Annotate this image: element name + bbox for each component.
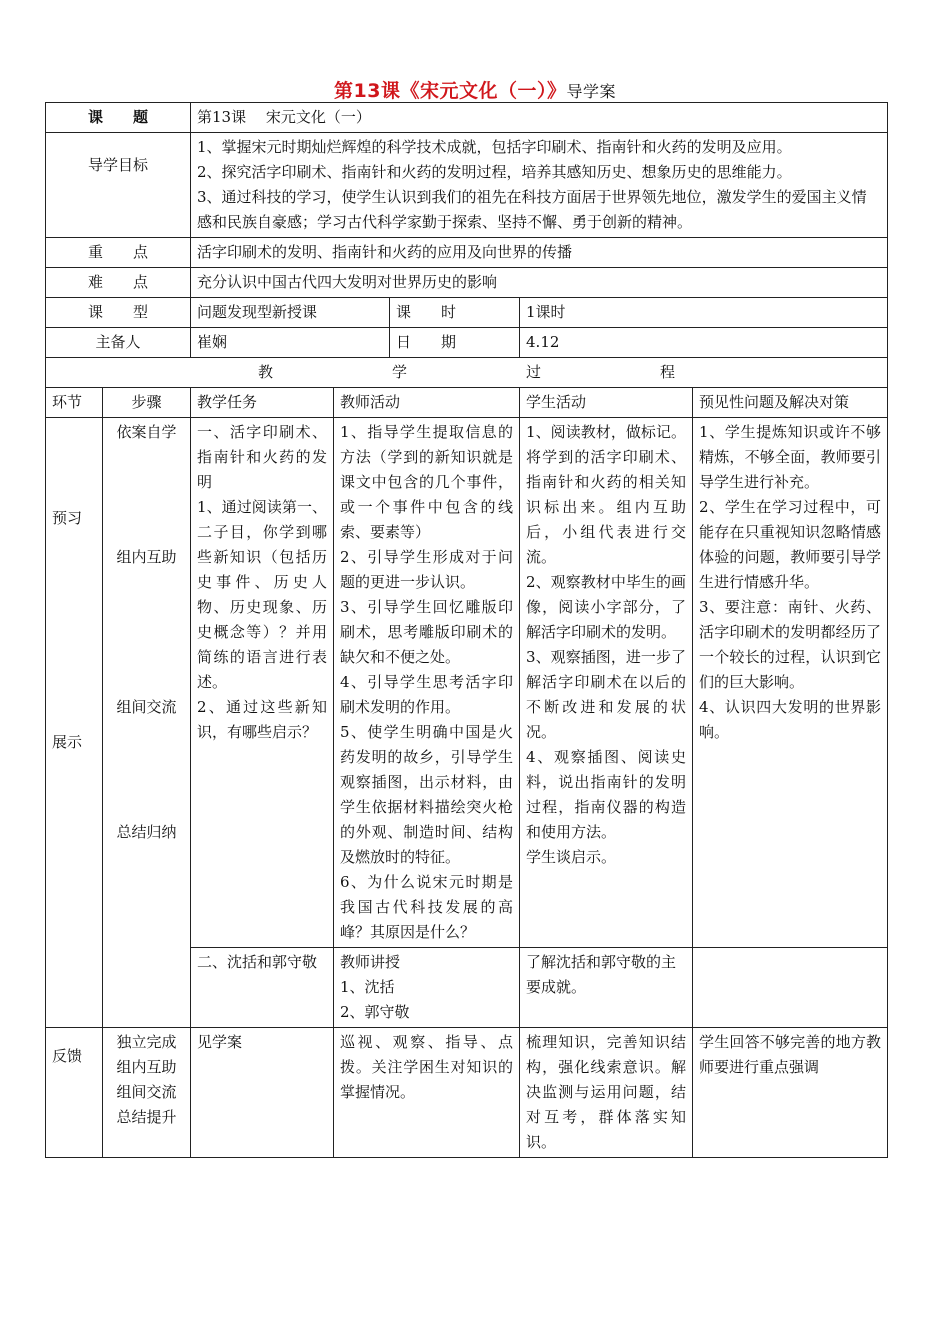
goal-label: 导学目标 [46,133,191,238]
heading-char: 程 [660,363,676,381]
difficult-label: 难 点 [46,268,191,298]
hours-label: 课 时 [396,303,457,321]
feedback-steps [103,1028,191,1158]
step-item: 组内互助 [116,548,177,566]
topic-row [46,103,888,133]
student-item: 2、观察教材中毕生的画像，阅读小字部分，了解活字印刷术的发明。 [526,573,687,641]
teacher-item: 3、引导学生回忆雕版印刷术，思考雕版印刷术的缺欠和不便之处。 [340,598,514,666]
teacher-item: 1、指导学生提取信息的方法（学到的新知识就是课文中包含的几个事件，或一个事件中包含的线索、要素等） [340,423,514,541]
task-item: 一、活字印刷术、指南针和火药的发明 [197,423,328,491]
key-value: 活字印刷术的发明、指南针和火药的应用及向世界的传播 [191,238,888,268]
difficult-value: 充分认识中国古代四大发明对世界历史的影响 [191,268,888,298]
stage-show: 展示 [52,733,83,751]
col-header-student: 学生活动 [520,388,693,418]
column-header-row [46,388,888,418]
problem-item: 2、学生在学习过程中，可能存在只重视知识忽略情感体验的问题，教师要引导学生进行情感升华。 [699,498,882,591]
student-item: 3、观察插图，进一步了解活字印刷术在以后的不断改进和发展的状况。 [526,648,687,741]
author-value: 崔娴 [191,328,390,357]
author-label: 主备人 [46,328,191,358]
type-value: 问题发现型新授课 [191,298,390,327]
problem-item: 4、认识四大发明的世界影响。 [699,698,882,741]
task-item: 2、通过这些新知识，有哪些启示？ [197,698,328,741]
page-title [0,76,950,103]
problem-item: 1、学生提炼知识或许不够精炼，不够全面，教师要引导学生进行补充。 [699,423,882,491]
lesson-plan-table [45,102,888,1158]
process-heading [46,358,888,388]
process-row-1 [46,418,888,948]
type-label: 课 型 [46,298,191,328]
step-item: 总结归纳 [116,823,177,841]
goal-item: 2、探究活字印刷术、指南针和火药的发明过程，培养其感知历史、想象历史的思维能力。 [197,163,792,181]
topic-value: 第13课 宋元文化（一） [191,103,888,133]
feedback-task: 见学案 [191,1028,334,1158]
col-header-problems: 预见性问题及解决对策 [693,388,888,418]
col-header-step: 步骤 [103,388,191,418]
problem-item: 3、要注意：南针、火药、活字印刷术的发明都经历了一个较长的过程，认识到它们的巨大影响。 [699,598,882,691]
problems2-cell [693,948,888,1028]
goals-row [46,133,888,238]
feedback-teacher: 巡视、观察、指导、点拨。关注学困生对知识的掌握情况。 [334,1028,520,1158]
steps-cell [103,418,191,1028]
teacher-cell [334,418,520,948]
teacher-item: 4、引导学生思考活字印刷术发明的作用。 [340,673,514,716]
step-item: 独立完成 [116,1033,177,1051]
date-value: 4.12 [520,328,888,358]
key-label: 重 点 [46,238,191,268]
goal-item: 1、掌握宋元时期灿烂辉煌的科学技术成就，包括字印刷术、指南针和火药的发明及应用。 [197,138,792,156]
goal-item: 3、通过科技的学习，使学生认识到我们的祖先在科技方面居于世界领先地位，激发学生的爱国主义情感和民族自豪感；学习古代科学家勤于探索、坚持不懈、勇于创新的精神。 [197,188,867,231]
feedback-student: 梳理知识，完善知识结构，强化线索意识。解决监测与运用问题，结对互考，群体落实知识。 [520,1028,693,1158]
student-item: 学生谈启示。 [526,848,617,866]
teacher2-item: 1、沈括 [340,978,395,996]
title-main: 第13课《宋元文化（一）》 [334,80,567,102]
task2-cell: 二、沈括和郭守敬 [191,948,334,1028]
col-header-teacher: 教师活动 [334,388,520,418]
problems-cell [693,418,888,948]
teacher2-item: 教师讲授 [340,953,401,971]
teacher-item: 6、为什么说宋元时期是我国古代科技发展的高峰？其原因是什么？ [340,873,514,941]
teacher2-cell [334,948,520,1028]
type-row [46,298,888,328]
step-item: 依案自学 [116,423,177,441]
date-label: 日 期 [396,333,457,351]
key-row [46,238,888,268]
col-header-stage: 环节 [46,388,103,418]
stage-cell [46,418,103,1028]
feedback-problems: 学生回答不够完善的地方教师要进行重点强调 [693,1028,888,1158]
task-cell [191,418,334,948]
goals-cell [191,133,888,238]
teacher2-item: 2、郭守敬 [340,1003,410,1021]
student-item: 1、阅读教材，做标记。将学到的活字印刷术、指南针和火药的相关知识标出来。组内互助后，小组代表进行交流。 [526,423,687,566]
hours-value: 1课时 [520,298,888,328]
author-row [46,328,888,358]
topic-label: 课 题 [46,103,191,133]
heading-char: 学 [392,363,408,381]
title-suffix: 导学案 [566,82,616,101]
step-item: 组间交流 [116,698,177,716]
feedback-stage: 反馈 [46,1028,103,1158]
step-item: 组间交流 [116,1083,177,1101]
step-item: 组内互助 [116,1058,177,1076]
teacher-item: 5、使学生明确中国是火药发明的故乡，引导学生观察插图，出示材料，由学生依据材料描绘突火枪的外观、制造时间、结构及燃放时的特征。 [340,723,514,866]
difficult-row [46,268,888,298]
step-item: 总结提升 [116,1108,177,1126]
heading-char: 教 [258,363,274,381]
student-cell [520,418,693,948]
feedback-row [46,1028,888,1158]
teacher-item: 2、引导学生形成对于问题的更进一步认识。 [340,548,514,591]
student-item: 4、观察插图、阅读史料，说出指南针的发明过程，指南仪器的构造和使用方法。 [526,748,687,841]
type-hours-cell [191,298,520,328]
task-item: 1、通过阅读第一、二子目，你学到哪些新知识（包括历史事件、历史人物、历史现象、历史概念等）？并用简练的语言进行表述。 [197,498,328,691]
student2-cell: 了解沈括和郭守敬的主要成就。 [520,948,693,1028]
heading-char: 过 [526,363,542,381]
author-date-cell [191,328,520,358]
stage-preview: 预习 [52,509,83,527]
process-heading-row [46,358,888,388]
col-header-task: 教学任务 [191,388,334,418]
